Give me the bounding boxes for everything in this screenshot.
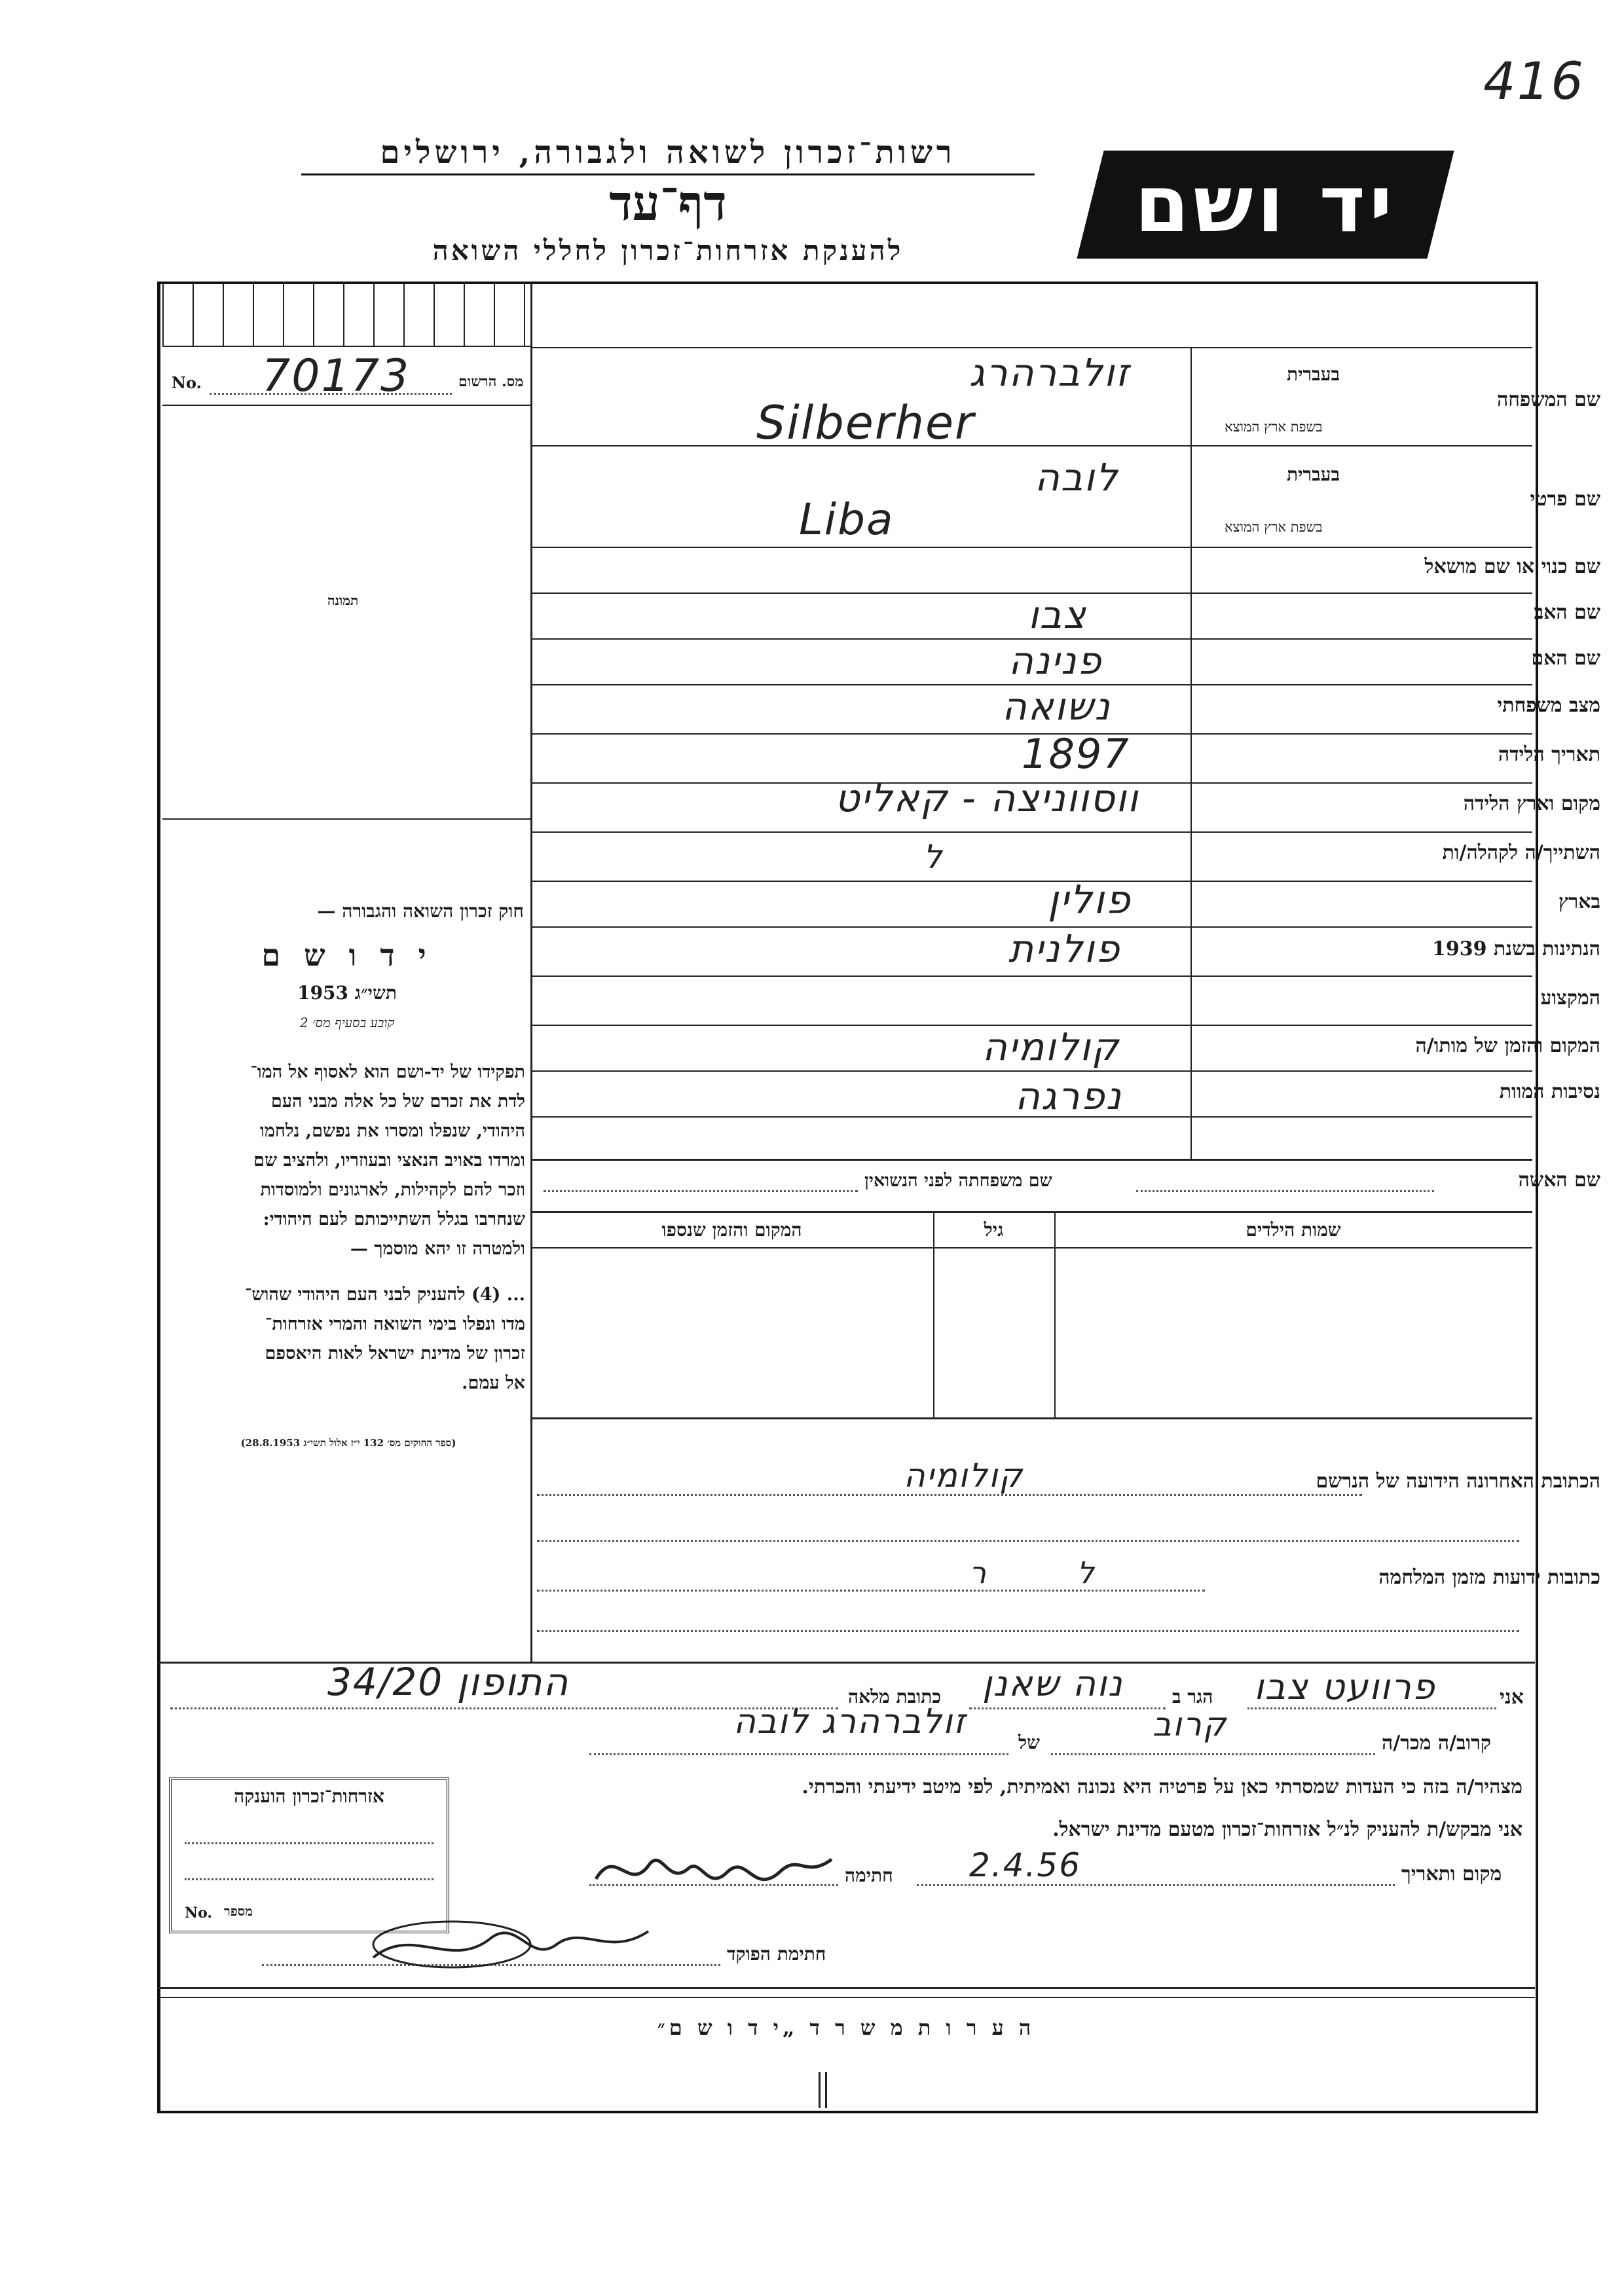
law-heading: חוק זכרון השואה והגבורה — [317, 900, 524, 922]
children-col-divider [933, 1211, 934, 1417]
registration-label-en: No. [172, 373, 202, 392]
photo-label: תמונה [327, 592, 359, 608]
death-circumstances-value: נפרגה [1015, 1074, 1122, 1118]
citizenship-box-line [185, 1878, 434, 1880]
law-line: היהודי, שנפלו ומסרו את נפשם, נלחמו [259, 1121, 525, 1141]
place-date-line [917, 1884, 1395, 1886]
row-rule [530, 975, 1532, 977]
father-name-value: צבו [1028, 592, 1087, 637]
last-address-label: הכתובת האחרונה הידועה של הנרשם [1316, 1470, 1600, 1493]
row-rule [530, 347, 1532, 348]
family-name-native-value: Silberher [756, 396, 975, 450]
first-name-native-value: Liba [799, 494, 895, 545]
community-value: ל [923, 838, 944, 876]
country-value: פולין [1048, 877, 1132, 923]
registration-label: מס. הרשום [458, 373, 524, 390]
nickname-label: שם כנוי או שם מושאל [1424, 555, 1600, 578]
birth-place-label: מקום וארץ הלידה [1463, 792, 1600, 815]
binding-mark [819, 2072, 821, 2108]
row-rule [530, 1070, 1532, 1072]
children-header-rule [530, 1247, 1532, 1248]
row-rule [530, 831, 1532, 833]
logo-text: יד ושם [1134, 159, 1397, 250]
declarant-line [1247, 1707, 1496, 1709]
citizenship-box-line [185, 1842, 434, 1844]
declarant-resides-label: הגר ב [1172, 1686, 1213, 1707]
spouse-maiden-line [544, 1190, 858, 1192]
declarant-resides-value: נוה שאנן [982, 1663, 1124, 1704]
corner-number: 416 [1483, 52, 1585, 111]
law-line: ומרדו באויב הנאצי ובעוזריו, ולהציב שם [253, 1150, 525, 1171]
address-line [537, 1590, 1205, 1592]
law-citation: (ספר החוקים מס׳ 132 י״ז אלול תשי״ג 28.8.1953) [240, 1437, 456, 1449]
declaration-statement: מצהיר/ה בזה כי העדות שמסרתי כאן על פרטיה היא נכונה ואמיתית, לפי מיטב ידיעתי והכרתי. [802, 1776, 1522, 1798]
wartime-address-value: ל ר [969, 1555, 1096, 1590]
mother-name-value: פנינה [1008, 638, 1103, 683]
death-place-value: קולומיה [982, 1025, 1120, 1069]
label-column-divider [1190, 347, 1192, 1159]
place-date-value: 2.4.56 [969, 1846, 1082, 1884]
law-line: וזכר להם לקהילות, לארגונים ולמוסדות [260, 1180, 525, 1200]
notes-rule [157, 1987, 1535, 1989]
id-boxes [162, 283, 530, 347]
country-label: בארץ [1558, 890, 1600, 913]
citizenship-granted-box [169, 1777, 449, 1933]
law-year: תשי״ג 1953 [297, 982, 397, 1004]
binding-mark [825, 2072, 827, 2108]
relative-of-label: של [1018, 1732, 1040, 1753]
community-label: השתייך/ה לקהלה/ות [1442, 841, 1600, 864]
law-line: מדו ונפלו בימי השואה והמרי אזרחות־ [265, 1314, 525, 1334]
family-name-label: שם המשפחה [1496, 388, 1600, 411]
declarant-full-address-value: התופון 34/20 [327, 1660, 570, 1704]
relative-label: קרוב/ה מכר/ה [1382, 1732, 1491, 1755]
relative-line [1051, 1753, 1375, 1755]
law-paragraph-1 [172, 1057, 525, 1264]
relative-value: קרוב [1153, 1705, 1228, 1743]
citizenship-request: אני מבקש/ת להעניק לנ״ל אזרחות־זכרון מטעם מדינת ישראל. [1052, 1818, 1522, 1841]
notes-title: ה ע ר ו ת מ ש ר ד „י ד ו ש ם״ [657, 2015, 1035, 2040]
registration-rule [162, 405, 530, 406]
row-rule [530, 1159, 1532, 1161]
address-line [537, 1494, 1362, 1496]
row-rule [530, 881, 1532, 882]
citizenship-box-title: אזרחות־זכרון הוענקה [234, 1785, 384, 1807]
law-line: זכרון של מדינת ישראל לאות היאספם [265, 1343, 525, 1364]
row-rule [530, 1211, 1532, 1213]
family-name-hebrew-value: זולברהרג [969, 350, 1130, 395]
officer-signature-label: חתימת הפוקד [727, 1943, 826, 1965]
first-name-hebrew-label: בעברית [1287, 464, 1340, 485]
declarant-line [969, 1707, 1166, 1709]
first-name-label: שם פרטי [1530, 488, 1600, 511]
signature-label: חתימה [845, 1865, 893, 1886]
birth-date-value: 1897 [1022, 730, 1130, 778]
family-name-native-label: בשפת ארץ המוצא [1225, 419, 1323, 435]
mother-name-label: שם האם [1531, 647, 1600, 670]
law-clause: קובע בסעיף מס׳ 2 [299, 1015, 395, 1030]
form-subtitle: להענקת אזרחות־זכרון לחללי השואה [432, 234, 904, 266]
birth-place-value: ווסווניצה - קאליט [835, 776, 1139, 820]
law-paragraph-2 [172, 1280, 525, 1398]
authority-heading: רשות־זכרון לשואה ולגבורה, ירושלים [301, 134, 1035, 175]
row-rule [530, 547, 1532, 548]
law-line: ... (4) להעניק לבני העם היהודי שהוש־ [245, 1285, 525, 1305]
registration-number: 70173 [262, 350, 411, 402]
death-circumstances-label: נסיבות המוות [1499, 1080, 1600, 1103]
father-name-label: שם האב [1534, 601, 1600, 624]
declarant-name-value: פרוועט צבו [1254, 1666, 1436, 1707]
last-address-value: קולומיה [904, 1457, 1024, 1495]
children-table-bottom [530, 1417, 1532, 1419]
law-line: אל עמם. [462, 1373, 525, 1393]
marital-status-label: מצב משפחתי [1497, 694, 1600, 717]
place-date-label: מקום ותאריך [1401, 1863, 1502, 1886]
citizenship-1939-value: פולנית [1008, 926, 1121, 971]
declarant-signature [589, 1833, 864, 1905]
birth-date-label: תאריך הלידה [1498, 743, 1600, 766]
wartime-address-label: כתובות ידועות מזמן המלחמה [1378, 1566, 1600, 1589]
law-line: ולמטרה זו יהא מוסמך — [350, 1239, 525, 1259]
left-column-divider [530, 283, 532, 1662]
children-names-header: שמות הילדים [1246, 1219, 1341, 1241]
children-col-divider [1054, 1211, 1056, 1417]
declarant-full-address-label: כתובת מלאה [848, 1686, 942, 1707]
relative-of-line [589, 1753, 1008, 1755]
family-name-hebrew-label: בעברית [1287, 363, 1340, 385]
citizenship-box-no: No. [185, 1904, 213, 1922]
photo-area-bottom [162, 818, 530, 820]
law-line: לדת את זכרם של כל אלה מבני העם [270, 1091, 525, 1112]
children-age-header: גיל [984, 1219, 1004, 1241]
citizenship-1939-label: הנתינות בשנת 1939 [1431, 938, 1600, 960]
first-name-hebrew-value: לובה [1035, 455, 1119, 500]
spouse-name-label: שם האשה [1518, 1169, 1600, 1192]
relative-of-value: זולברהרג לובה [733, 1702, 967, 1741]
children-place-header: המקום והזמן שנספו [661, 1219, 802, 1241]
declarant-i-label: אני [1500, 1686, 1524, 1709]
profession-label: המקצוע [1540, 987, 1600, 1010]
law-line: שנחרבו בגלל השתייכותם לעם היהודי: [263, 1209, 525, 1230]
spouse-maiden-label: שם משפחתה לפני הנשואין [864, 1171, 1052, 1191]
address-line [537, 1540, 1519, 1542]
marital-status-value: נשואה [1002, 684, 1111, 729]
yad-vashem-logo [1077, 151, 1454, 259]
citizenship-box-number-label: מספר [224, 1903, 253, 1919]
law-name: י ד ו ש ם [261, 938, 433, 973]
spouse-line [1136, 1190, 1434, 1192]
law-line: תפקידו של יד-ושם הוא לאסוף אל המו־ [250, 1062, 525, 1082]
row-rule [530, 445, 1532, 446]
first-name-native-label: בשפת ארץ המוצא [1225, 519, 1323, 535]
notes-rule [157, 1997, 1535, 1998]
address-line [537, 1630, 1519, 1632]
form-title: דף־עד [609, 175, 727, 232]
death-place-label: המקום והזמן של מותו/ה [1415, 1034, 1600, 1057]
